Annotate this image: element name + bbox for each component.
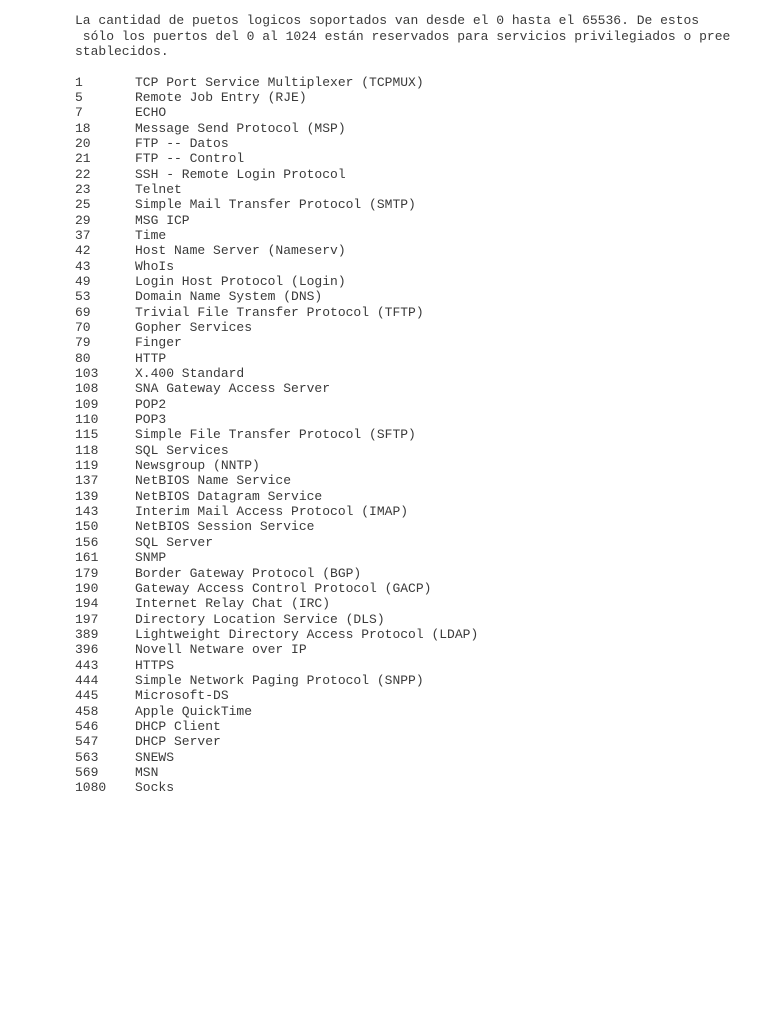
port-number: 563	[75, 749, 99, 765]
port-service-name: Message Send Protocol (MSP)	[135, 120, 346, 136]
port-service-name: Host Name Server (Nameserv)	[135, 243, 346, 259]
port-number: 190	[75, 580, 99, 596]
port-row	[75, 473, 755, 488]
port-number: 80	[75, 350, 91, 366]
port-service-name: Gopher Services	[135, 320, 253, 335]
port-number: 37	[75, 227, 91, 243]
port-row	[75, 596, 755, 611]
port-row	[75, 320, 755, 335]
port-number: 161	[75, 550, 99, 566]
port-row	[75, 412, 755, 427]
port-number: 194	[75, 596, 99, 612]
port-service-name: NetBIOS Name Service	[135, 473, 292, 489]
port-row	[75, 381, 755, 396]
port-number: 1080	[75, 780, 107, 796]
port-number: 547	[75, 734, 99, 750]
port-row	[75, 673, 755, 688]
port-row	[75, 182, 755, 197]
port-service-name: Remote Job Entry (RJE)	[135, 89, 307, 105]
port-number: 546	[75, 718, 99, 734]
port-row	[75, 658, 755, 673]
port-row	[75, 90, 755, 105]
port-service-name: MSG ICP	[135, 212, 190, 228]
port-row	[75, 566, 755, 581]
port-number: 150	[75, 519, 99, 535]
port-service-name: SQL Server	[135, 534, 214, 550]
port-row	[75, 335, 755, 350]
port-number: 139	[75, 488, 99, 504]
port-service-name: TCP Port Service Multiplexer (TCPMUX)	[135, 74, 424, 90]
port-service-name: Novell Netware over IP	[135, 642, 307, 658]
port-number: 70	[75, 320, 91, 335]
port-service-name: Finger	[135, 335, 182, 351]
port-number: 23	[75, 181, 91, 197]
port-number: 444	[75, 672, 99, 688]
port-service-name: Apple QuickTime	[135, 703, 253, 719]
port-service-name: Telnet	[135, 181, 182, 197]
port-number: 458	[75, 703, 99, 719]
port-row	[75, 765, 755, 780]
port-number: 42	[75, 243, 91, 259]
port-number: 569	[75, 764, 99, 780]
port-number: 115	[75, 427, 99, 443]
port-service-name: Microsoft-DS	[135, 688, 229, 704]
port-number: 110	[75, 412, 99, 428]
port-service-name: SSH - Remote Login Protocol	[135, 166, 346, 182]
port-row	[75, 397, 755, 412]
port-service-name: WhoIs	[135, 258, 175, 274]
document-page	[75, 13, 755, 796]
port-service-name: Border Gateway Protocol (BGP)	[135, 565, 362, 581]
port-number: 137	[75, 473, 99, 489]
port-service-name: Login Host Protocol (Login)	[135, 273, 346, 289]
port-service-name: Simple Mail Transfer Protocol (SMTP)	[135, 197, 416, 213]
port-number: 119	[75, 458, 99, 474]
port-service-name: Newsgroup (NNTP)	[135, 458, 260, 474]
port-row	[75, 274, 755, 289]
port-service-name: MSN	[135, 764, 159, 780]
port-number: 53	[75, 289, 91, 305]
port-number: 69	[75, 304, 91, 320]
port-service-name: DHCP Server	[135, 734, 221, 750]
port-row	[75, 535, 755, 550]
port-service-name: NetBIOS Datagram Service	[135, 488, 323, 504]
port-service-name: X.400 Standard	[135, 366, 245, 382]
port-number: 5	[75, 89, 83, 105]
port-number: 20	[75, 135, 91, 151]
port-row	[75, 305, 755, 320]
intro-paragraph	[75, 13, 755, 60]
port-number: 109	[75, 396, 99, 412]
port-row	[75, 519, 755, 534]
port-row	[75, 719, 755, 734]
port-number: 118	[75, 442, 99, 458]
port-row	[75, 688, 755, 703]
port-number: 21	[75, 151, 91, 167]
port-row	[75, 734, 755, 749]
port-service-name: SNA Gateway Access Server	[135, 381, 331, 397]
port-row	[75, 167, 755, 182]
port-service-name: POP2	[135, 396, 167, 412]
port-service-name: Gateway Access Control Protocol (GACP)	[135, 580, 432, 596]
port-row	[75, 443, 755, 458]
port-number: 103	[75, 366, 99, 382]
port-service-name: Interim Mail Access Protocol (IMAP)	[135, 504, 409, 520]
intro-line: sólo los puertos del 0 al 1024 están reservados para servicios privilegiados o pree	[75, 28, 731, 44]
port-service-name: HTTPS	[135, 657, 175, 673]
port-service-name: DHCP Client	[135, 718, 221, 734]
port-number: 29	[75, 212, 91, 228]
port-service-name: Trivial File Transfer Protocol (TFTP)	[135, 304, 424, 320]
port-service-name: Directory Location Service (DLS)	[135, 611, 385, 627]
port-service-name: FTP -- Control	[135, 151, 245, 167]
intro-line: La cantidad de puetos logicos soportados van desde el 0 hasta el 65536. De estos	[75, 13, 700, 28]
port-row	[75, 642, 755, 657]
port-service-name: FTP -- Datos	[135, 135, 229, 151]
port-number: 443	[75, 657, 99, 673]
port-service-name: Socks	[135, 780, 175, 796]
port-row	[75, 121, 755, 136]
port-service-name: NetBIOS Session Service	[135, 519, 315, 535]
port-row	[75, 458, 755, 473]
port-number: 1	[75, 74, 83, 90]
port-service-name: SNMP	[135, 550, 167, 566]
port-row	[75, 259, 755, 274]
port-number: 445	[75, 688, 99, 704]
port-row	[75, 581, 755, 596]
port-service-name: HTTP	[135, 350, 167, 366]
port-number: 179	[75, 565, 99, 581]
port-row	[75, 427, 755, 442]
port-row	[75, 627, 755, 642]
port-number: 143	[75, 504, 99, 520]
port-list	[75, 75, 755, 796]
port-row	[75, 750, 755, 765]
port-row	[75, 351, 755, 366]
port-service-name: Simple File Transfer Protocol (SFTP)	[135, 427, 416, 443]
port-row	[75, 197, 755, 212]
port-service-name: Time	[135, 227, 167, 243]
port-number: 396	[75, 642, 99, 658]
port-service-name: Domain Name System (DNS)	[135, 289, 323, 305]
port-number: 43	[75, 258, 91, 274]
port-number: 7	[75, 105, 83, 121]
port-number: 18	[75, 120, 91, 136]
port-row	[75, 704, 755, 719]
port-service-name: Internet Relay Chat (IRC)	[135, 596, 331, 612]
port-row	[75, 504, 755, 519]
port-row	[75, 105, 755, 120]
port-row	[75, 489, 755, 504]
port-service-name: ECHO	[135, 105, 167, 121]
port-number: 197	[75, 611, 99, 627]
port-row	[75, 550, 755, 565]
port-number: 49	[75, 273, 91, 289]
port-service-name: Lightweight Directory Access Protocol (LDAP)	[135, 626, 479, 642]
port-row	[75, 289, 755, 304]
port-number: 156	[75, 534, 99, 550]
intro-line: stablecidos.	[75, 44, 169, 59]
port-number: 22	[75, 166, 91, 182]
port-row	[75, 243, 755, 258]
port-number: 108	[75, 381, 99, 397]
port-row	[75, 366, 755, 381]
port-row	[75, 75, 755, 90]
port-number: 25	[75, 197, 91, 213]
port-row	[75, 136, 755, 151]
port-number: 389	[75, 626, 99, 642]
port-service-name: Simple Network Paging Protocol (SNPP)	[135, 672, 424, 688]
port-number: 79	[75, 335, 91, 351]
port-row	[75, 213, 755, 228]
port-row	[75, 612, 755, 627]
port-row	[75, 780, 755, 795]
port-service-name: SQL Services	[135, 442, 229, 458]
port-row	[75, 228, 755, 243]
port-row	[75, 151, 755, 166]
port-service-name: POP3	[135, 412, 167, 428]
port-service-name: SNEWS	[135, 749, 175, 765]
